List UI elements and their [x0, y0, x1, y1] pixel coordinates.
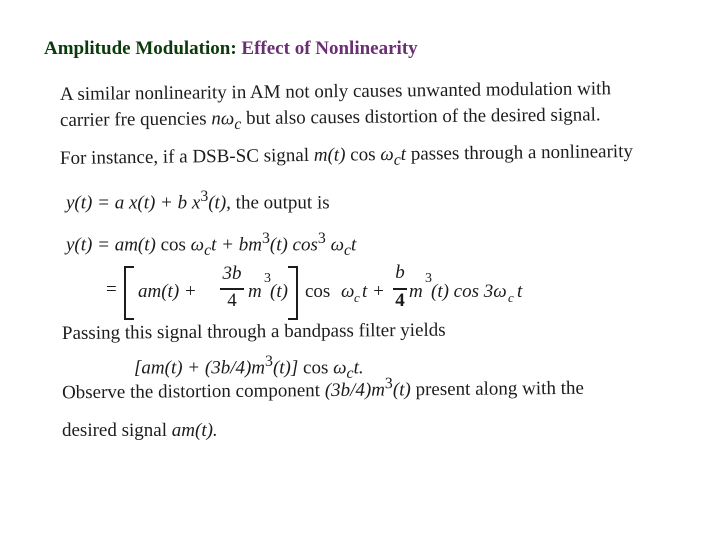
title-subtitle: Effect of Nonlinearity: [241, 38, 418, 59]
eq1-text: the output is: [230, 192, 330, 214]
paragraph-line-4: Passing this signal through a bandpass filter yields: [61, 319, 446, 344]
line3-subscript: c: [393, 151, 401, 169]
line3-text-b: passes through a nonlinearity: [405, 141, 634, 165]
eq3-term-a: am(t) +: [138, 281, 197, 302]
eq3-exponent: 3: [264, 271, 271, 286]
eq2-rest: (t) cos: [269, 234, 318, 256]
eq2-term: t + bm: [211, 234, 262, 256]
eq3-subscript-2: c: [508, 290, 514, 305]
line5-exponent: 3: [384, 375, 393, 393]
eq3-denominator-2: 4: [395, 290, 405, 311]
eq3-right-bracket: [288, 266, 298, 320]
eq3-equals: =: [106, 279, 117, 300]
eq2-exponent: 3: [261, 230, 270, 247]
eq3-t-2: t: [517, 281, 523, 302]
eq4-exponent: 3: [265, 353, 273, 370]
line2-subscript: c: [234, 115, 242, 133]
eq2-subscript: c: [204, 242, 212, 260]
eq2-t: t: [351, 234, 357, 256]
line3-text-a: For instance, if a DSB-SC signal: [59, 144, 314, 169]
equation-1: [66, 188, 330, 214]
eq2-cos: cos: [155, 234, 191, 256]
line5-math-b: (t): [392, 379, 411, 401]
line6-math: am(t).: [171, 420, 218, 441]
line5-text-b: present along with the: [410, 377, 584, 401]
eq2-lhs: y(t) = am(t): [66, 234, 156, 256]
eq2-omega-2: ω: [325, 234, 344, 256]
line2-text-b: but also causes distortion of the desired signal.: [241, 104, 601, 130]
line3-omega: ω: [380, 143, 394, 166]
line3-math-a: m(t): [313, 144, 346, 166]
eq2-subscript-2: c: [343, 242, 352, 260]
line5-text-a: Observe the distortion component: [61, 380, 325, 404]
paragraph-line-3: [60, 141, 633, 174]
title-main: Amplitude Modulation:: [44, 38, 237, 59]
equation-2: [66, 230, 356, 260]
eq3-omega: ω: [341, 281, 355, 302]
eq3-exponent-2: 3: [425, 271, 432, 286]
paragraph-line-2: [60, 104, 601, 135]
eq1-math: y(t) = a x(t) + b x: [66, 192, 201, 214]
eq3-left-bracket: [124, 266, 134, 320]
eq3-numerator-1: 3b: [222, 263, 242, 284]
line3-cos: cos: [345, 144, 381, 166]
eq3-subscript: c: [354, 290, 360, 305]
line3-t: t: [400, 143, 407, 165]
eq4-rest: (t)]: [272, 357, 299, 379]
eq4-t: t.: [353, 357, 364, 379]
eq4-omega: ω: [333, 357, 347, 379]
eq3-cos: cos: [305, 281, 331, 302]
line2-math: nω: [211, 108, 235, 130]
eq4-subscript: c: [346, 365, 354, 383]
line6-text: desired signal: [62, 420, 172, 441]
eq1-exponent: 3: [200, 188, 209, 205]
eq4-math: [am(t) + (3b/4)m: [134, 357, 266, 379]
line2-text-a: carrier fre quencies: [59, 108, 212, 131]
eq1-math-b: (t),: [208, 192, 231, 214]
eq3-numerator-2: b: [395, 262, 405, 283]
eq3-plus: t +: [362, 281, 385, 302]
eq2-omega: ω: [190, 234, 205, 256]
eq4-cos: cos: [298, 357, 334, 379]
paragraph-line-5: [62, 373, 584, 404]
eq3-t: (t): [270, 281, 288, 302]
eq3-denominator-1: 4: [227, 290, 237, 311]
eq3-m: m: [248, 281, 262, 302]
eq3-rest: (t) cos 3ω: [431, 281, 507, 302]
eq2-exponent-2: 3: [317, 230, 326, 247]
eq3-m-2: m: [409, 281, 423, 302]
paragraph-line-1: A similar nonlinearity in AM not only causes unwanted modulation with: [59, 78, 612, 105]
line5-math: (3b/4)m: [324, 379, 386, 402]
paragraph-line-6: [62, 420, 218, 442]
